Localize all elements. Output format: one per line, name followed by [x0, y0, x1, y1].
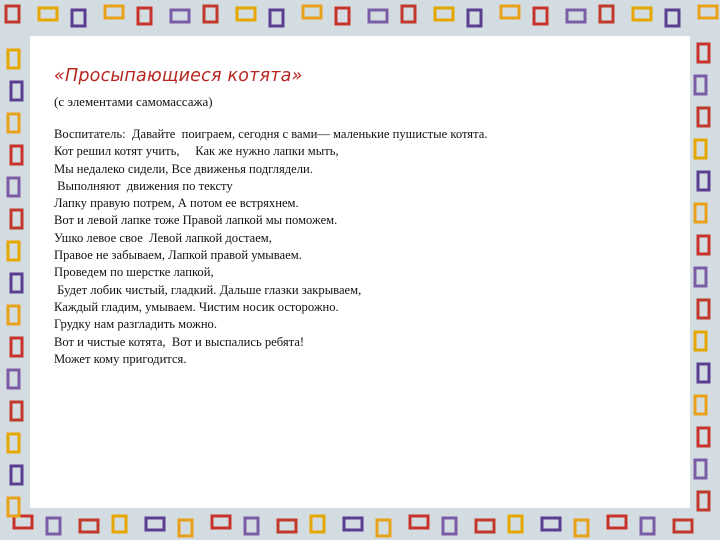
- poem-line: Вот и левой лапке тоже Правой лапкой мы поможем.: [54, 213, 338, 228]
- decorative-square: [402, 6, 415, 22]
- decorative-square: [698, 108, 709, 126]
- poem-line: Каждый гладим, умываем. Чистим носик осторожно.: [54, 299, 339, 314]
- decorative-square: [534, 8, 547, 24]
- content-panel: [30, 36, 690, 508]
- decorative-square: [476, 520, 494, 532]
- decorative-square: [567, 10, 585, 22]
- decorative-square: [698, 364, 709, 382]
- decorative-square: [270, 10, 283, 26]
- decorative-square: [695, 204, 706, 222]
- decorative-square: [146, 518, 164, 530]
- decorative-square: [47, 518, 60, 534]
- decorative-square: [278, 520, 296, 532]
- decorative-square: [698, 172, 709, 190]
- decorative-square: [695, 268, 706, 286]
- decorative-square: [311, 516, 324, 532]
- decorative-square: [72, 10, 85, 26]
- decorative-square: [8, 178, 19, 196]
- decorative-square: [303, 6, 321, 18]
- decorative-square: [39, 8, 57, 20]
- decorative-square: [105, 6, 123, 18]
- decorative-square: [113, 516, 126, 532]
- decorative-square: [369, 10, 387, 22]
- poem-line: Вот и чистые котята, Вот и выспались ребята!: [54, 334, 305, 349]
- decorative-square: [435, 8, 453, 20]
- decorative-square: [468, 10, 481, 26]
- decorative-square: [674, 520, 692, 532]
- poem-line: Кот решил котят учить, Как же нужно лапки мыть,: [54, 144, 339, 159]
- decorative-square: [698, 300, 709, 318]
- decorative-square: [8, 370, 19, 388]
- poem-line: Ушко левое свое Левой лапкой достаем,: [54, 230, 272, 245]
- decorative-square: [11, 210, 22, 228]
- decorative-square: [11, 274, 22, 292]
- poem-line: Мы недалеко сидели, Все движенья подглядели.: [54, 161, 313, 176]
- decorative-square: [695, 332, 706, 350]
- decorative-square: [344, 518, 362, 530]
- decorative-square: [138, 8, 151, 24]
- decorative-square: [8, 306, 19, 324]
- decorative-square: [11, 82, 22, 100]
- poem-line: Выполняют движения по тексту: [54, 178, 233, 193]
- decorative-square: [171, 10, 189, 22]
- poem-line: Воспитатель: Давайте поиграем, сегодня с вами— маленькие пушистые котята.: [54, 127, 488, 141]
- decorative-square: [509, 516, 522, 532]
- decorative-square: [6, 6, 19, 22]
- decorative-square: [600, 6, 613, 22]
- decorative-square: [608, 516, 626, 528]
- decorative-square: [698, 236, 709, 254]
- decorative-square: [237, 8, 255, 20]
- decorative-square: [8, 434, 19, 452]
- decorative-square: [212, 516, 230, 528]
- slide-subtitle: (с элементами самомассажа): [54, 94, 213, 109]
- decorative-square: [542, 518, 560, 530]
- poem-text: [54, 126, 488, 368]
- decorative-square: [377, 520, 390, 536]
- decorative-square: [8, 50, 19, 68]
- decorative-square: [410, 516, 428, 528]
- decorative-square: [698, 492, 709, 510]
- decorative-square: [698, 428, 709, 446]
- decorative-square: [501, 6, 519, 18]
- decorative-square: [698, 44, 709, 62]
- decorative-square: [699, 6, 717, 18]
- decorative-square: [575, 520, 588, 536]
- decorative-square: [695, 140, 706, 158]
- decorative-square: [666, 10, 679, 26]
- poem-line: Будет лобик чистый, гладкий. Дальше глазки закрываем,: [54, 282, 362, 297]
- poem-line: Грудку нам разгладить можно.: [54, 317, 218, 332]
- decorative-square: [245, 518, 258, 534]
- decorative-square: [443, 518, 456, 534]
- decorative-square: [204, 6, 217, 22]
- decorative-square: [11, 402, 22, 420]
- decorative-square: [11, 146, 22, 164]
- slide-title: «Просыпающиеся котята»: [54, 66, 303, 86]
- decorative-square: [11, 338, 22, 356]
- poem-line: Лапку правую потрем, А потом ее встряхнем.: [54, 196, 299, 211]
- decorative-square: [695, 76, 706, 94]
- decorative-square: [336, 8, 349, 24]
- decorative-square: [8, 242, 19, 260]
- poem-line: Может кому пригодится.: [54, 351, 187, 366]
- decorative-square: [8, 498, 19, 516]
- decorative-square: [8, 114, 19, 132]
- decorative-square: [80, 520, 98, 532]
- decorative-square: [633, 8, 651, 20]
- decorative-square: [641, 518, 654, 534]
- decorative-square: [695, 460, 706, 478]
- decorative-square: [179, 520, 192, 536]
- decorative-square: [14, 516, 32, 528]
- decorative-square: [695, 396, 706, 414]
- decorative-square: [11, 466, 22, 484]
- poem-line: Правое не забываем, Лапкой правой умываем.: [54, 248, 302, 263]
- poem-line: Проведем по шерстке лапкой,: [54, 265, 214, 280]
